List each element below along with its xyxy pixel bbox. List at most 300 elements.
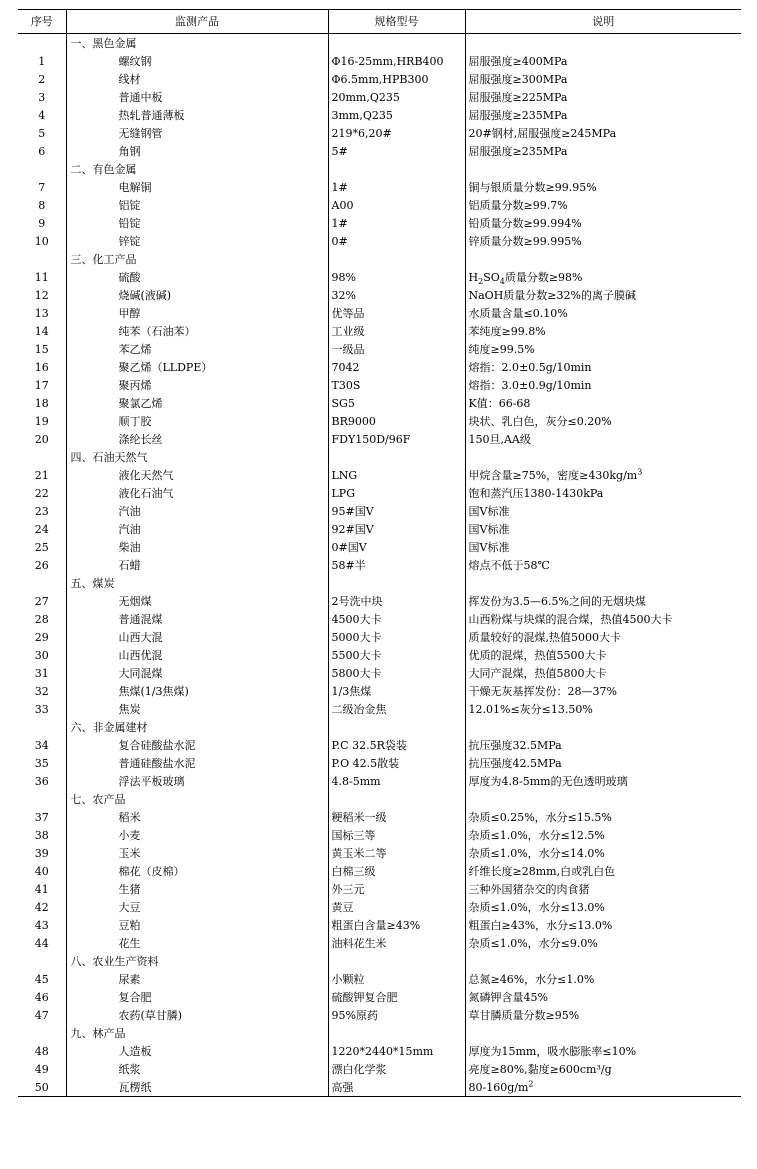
table-row [18,232,741,250]
product-desc: 屈服强度≥225MPa [468,90,568,104]
row-number: 5 [18,124,66,142]
product-desc: 水质量含量≤0.10% [468,306,568,320]
row-number: 44 [18,934,66,952]
product-desc: 铝质量分数≥99.7% [468,198,568,212]
product-spec: 95#国Ⅴ [328,502,465,520]
product-name: 山西优混 [66,646,328,664]
product-desc: 20#钢材,屈服强度≥245MPa [468,126,617,140]
product-desc: 杂质≤1.0%，水分≤9.0% [468,936,598,950]
row-number: 21 [18,466,66,484]
product-spec: 优等品 [328,304,465,322]
row-number-empty [18,718,66,736]
product-name: 硫酸 [66,268,328,286]
product-desc: 厚度为4.8-5mm的无色透明玻璃 [468,774,628,788]
table-row [18,538,741,556]
row-number-empty [18,574,66,592]
product-desc: 氮磷钾含量45% [468,990,548,1004]
row-number: 2 [18,70,66,88]
row-number: 39 [18,844,66,862]
row-number: 10 [18,232,66,250]
row-number: 41 [18,880,66,898]
product-desc: 山西粉煤与块煤的混合煤，热值4500大卡 [468,612,673,626]
row-number: 16 [18,358,66,376]
table-row [18,700,741,718]
product-spec: 一级品 [328,340,465,358]
product-desc: 屈服强度≥300MPa [468,72,568,86]
table-row [18,826,741,844]
product-desc: 厚度为15mm，吸水膨胀率≤10% [468,1044,637,1058]
product-spec: 5# [328,142,465,160]
product-desc: K值：66-68 [468,396,531,410]
row-number-empty [18,448,66,466]
row-number: 40 [18,862,66,880]
product-name: 锌锭 [66,232,328,250]
document-page [18,9,741,1097]
product-desc: 铅质量分数≥99.994% [468,216,582,230]
product-spec: 5000大卡 [328,628,465,646]
table-row [18,988,741,1006]
row-number: 36 [18,772,66,790]
table-row [18,340,741,358]
row-number: 34 [18,736,66,754]
product-name: 纯苯（石油苯） [66,322,328,340]
table-row [18,610,741,628]
product-spec: 黄玉米二等 [328,844,465,862]
category-label: 五、煤炭 [66,574,328,592]
table-row [18,1060,741,1078]
row-number-empty [18,34,66,53]
product-spec: 1220*2440*15mm [328,1042,465,1060]
product-desc: 12.01%≤灰分≤13.50% [468,702,593,716]
header-seq: 序号 [18,10,66,34]
product-spec: 硫酸钾复合肥 [328,988,465,1006]
product-spec: 外三元 [328,880,465,898]
product-name: 大同混煤 [66,664,328,682]
desc-cell-empty [465,952,741,970]
row-number: 19 [18,412,66,430]
desc-script: 4 [499,276,505,286]
table-row [18,664,741,682]
row-number: 4 [18,106,66,124]
product-desc: 大同产混煤，热值5800大卡 [468,666,607,680]
table-row [18,106,741,124]
row-number: 47 [18,1006,66,1024]
desc-text: H [468,270,479,284]
table-row [18,970,741,988]
spec-cell-empty [328,574,465,592]
category-row [18,1024,741,1042]
product-spec: Φ16-25mm,HRB400 [328,52,465,70]
row-number: 14 [18,322,66,340]
product-name: 小麦 [66,826,328,844]
row-number: 37 [18,808,66,826]
product-name: 瓦楞纸 [66,1078,328,1097]
product-spec: 国标三等 [328,826,465,844]
product-spec: 小颗粒 [328,970,465,988]
product-desc: 杂质≤1.0%，水分≤13.0% [468,900,605,914]
product-name: 普通硅酸盐水泥 [66,754,328,772]
row-number-empty [18,160,66,178]
product-name: 浮法平板玻璃 [66,772,328,790]
product-spec: 0#国Ⅴ [328,538,465,556]
header-product: 监测产品 [66,10,328,34]
row-number: 45 [18,970,66,988]
category-row [18,718,741,736]
product-spec: FDY150D/96F [328,430,465,448]
row-number: 38 [18,826,66,844]
spec-cell-empty [328,448,465,466]
product-desc: 粗蛋白≥43%，水分≤13.0% [468,918,613,932]
table-row [18,412,741,430]
monitoring-products-table [18,9,741,1097]
row-number: 24 [18,520,66,538]
table-row [18,304,741,322]
category-label: 八、农业生产资料 [66,952,328,970]
row-number: 25 [18,538,66,556]
category-label: 四、石油天然气 [66,448,328,466]
product-spec: 7042 [328,358,465,376]
row-number: 18 [18,394,66,412]
product-name: 聚氯乙烯 [66,394,328,412]
product-desc: 纯度≥99.5% [468,342,535,356]
table-row [18,268,741,286]
table-row [18,124,741,142]
product-desc: 杂质≤1.0%，水分≤14.0% [468,846,605,860]
row-number: 31 [18,664,66,682]
product-name: 稻米 [66,808,328,826]
product-desc: 抗压强度32.5MPa [468,738,562,752]
product-spec: 20mm,Q235 [328,88,465,106]
product-name: 尿素 [66,970,328,988]
desc-cell-empty [465,574,741,592]
product-desc: 熔指：2.0±0.5g/10min [468,360,592,374]
product-spec: T30S [328,376,465,394]
product-name: 纸浆 [66,1060,328,1078]
product-desc: 国Ⅴ标准 [468,504,510,518]
table-row [18,1042,741,1060]
product-desc: 屈服强度≥235MPa [468,108,568,122]
row-number: 30 [18,646,66,664]
product-name: 无烟煤 [66,592,328,610]
category-label: 三、化工产品 [66,250,328,268]
desc-text: SO [483,270,500,284]
product-spec: BR9000 [328,412,465,430]
product-spec: 漂白化学浆 [328,1060,465,1078]
row-number: 22 [18,484,66,502]
category-row [18,160,741,178]
product-desc: 熔指：3.0±0.9g/10min [468,378,592,392]
table-row [18,394,741,412]
category-label: 六、非金属建材 [66,718,328,736]
row-number: 7 [18,178,66,196]
desc-cell-empty [465,1024,741,1042]
product-desc: 总氮≥46%，水分≤1.0% [468,972,595,986]
product-name: 铝锭 [66,196,328,214]
table-row [18,520,741,538]
product-spec: 4500大卡 [328,610,465,628]
product-spec: 32% [328,286,465,304]
spec-cell-empty [328,952,465,970]
table-header [18,10,741,34]
header-desc: 说明 [465,10,741,34]
product-spec: LPG [328,484,465,502]
category-row [18,250,741,268]
category-label: 一、黑色金属 [66,34,328,53]
product-spec: 工业级 [328,322,465,340]
desc-text: 甲烷含量≥75%，密度≥430kg/m [468,468,638,482]
product-name: 普通混煤 [66,610,328,628]
product-name: 汽油 [66,502,328,520]
product-spec: 0# [328,232,465,250]
desc-cell-empty [465,34,741,53]
table-row [18,88,741,106]
product-desc: 屈服强度≥400MPa [468,54,568,68]
product-desc [465,1078,741,1097]
row-number: 27 [18,592,66,610]
row-number: 20 [18,430,66,448]
product-desc: 150旦,AA级 [468,432,531,446]
product-name: 无缝钢管 [66,124,328,142]
product-spec: 1# [328,214,465,232]
category-label: 九、林产品 [66,1024,328,1042]
product-name: 热轧普通薄板 [66,106,328,124]
product-desc: 挥发份为3.5—6.5%之间的无烟块煤 [468,594,646,608]
product-name: 花生 [66,934,328,952]
header-spec: 规格型号 [328,10,465,34]
product-name: 柴油 [66,538,328,556]
table-row [18,754,741,772]
category-row [18,574,741,592]
row-number: 9 [18,214,66,232]
row-number: 13 [18,304,66,322]
table-row [18,286,741,304]
desc-cell-empty [465,790,741,808]
row-number: 17 [18,376,66,394]
row-number: 12 [18,286,66,304]
desc-script: 2 [528,1078,534,1088]
table-row [18,430,741,448]
product-spec: 1# [328,178,465,196]
product-spec: 油料花生米 [328,934,465,952]
row-number: 29 [18,628,66,646]
table-row [18,772,741,790]
table-row [18,1006,741,1024]
row-number: 50 [18,1078,66,1097]
product-desc: 草甘膦质量分数≥95% [468,1008,580,1022]
spec-cell-empty [328,34,465,53]
table-row [18,736,741,754]
table-row [18,52,741,70]
product-name: 焦煤(1/3焦煤) [66,682,328,700]
product-desc: 杂质≤0.25%，水分≤15.5% [468,810,612,824]
product-spec: 黄豆 [328,898,465,916]
product-spec: 2号洗中块 [328,592,465,610]
product-desc: 熔点不低于58℃ [468,558,550,572]
product-spec: 3mm,Q235 [328,106,465,124]
spec-cell-empty [328,790,465,808]
product-name: 石蜡 [66,556,328,574]
product-spec: 1/3焦煤 [328,682,465,700]
desc-cell-empty [465,250,741,268]
row-number: 23 [18,502,66,520]
product-desc: 三种外国猪杂交的肉食猪 [468,882,590,896]
product-spec: 粗蛋白含量≥43% [328,916,465,934]
product-spec: 5500大卡 [328,646,465,664]
product-name: 液化石油气 [66,484,328,502]
row-number: 46 [18,988,66,1006]
desc-cell-empty [465,448,741,466]
product-desc: 块状、乳白色，灰分≤0.20% [468,414,612,428]
product-name: 普通中板 [66,88,328,106]
product-name: 生猪 [66,880,328,898]
product-name: 山西大混 [66,628,328,646]
category-row [18,448,741,466]
category-label: 七、农产品 [66,790,328,808]
header-row [18,10,741,34]
product-spec: A00 [328,196,465,214]
table-row [18,1078,741,1097]
product-spec: LNG [328,466,465,484]
product-name: 复合肥 [66,988,328,1006]
table-row [18,898,741,916]
row-number: 42 [18,898,66,916]
product-desc: 干燥无灰基挥发份：28—37% [468,684,617,698]
product-name: 大豆 [66,898,328,916]
product-spec: SG5 [328,394,465,412]
category-label: 二、有色金属 [66,160,328,178]
product-desc: NaOH质量分数≥32%的离子膜碱 [468,288,636,302]
row-number: 15 [18,340,66,358]
row-number-empty [18,790,66,808]
table-row [18,322,741,340]
product-name: 涤纶长丝 [66,430,328,448]
table-row [18,628,741,646]
row-number-empty [18,1024,66,1042]
product-desc: 国Ⅴ标准 [468,540,510,554]
row-number: 26 [18,556,66,574]
row-number: 3 [18,88,66,106]
table-row [18,70,741,88]
product-name: 棉花（皮棉） [66,862,328,880]
product-name: 铅锭 [66,214,328,232]
product-desc [465,466,741,484]
table-row [18,844,741,862]
desc-cell-empty [465,160,741,178]
table-row [18,916,741,934]
desc-script: 3 [637,466,643,476]
product-spec: 4.8-5mm [328,772,465,790]
product-desc: 抗压强度42.5MPa [468,756,562,770]
table-row [18,466,741,484]
product-spec: 5800大卡 [328,664,465,682]
row-number: 48 [18,1042,66,1060]
table-row [18,358,741,376]
product-name: 复合硅酸盐水泥 [66,736,328,754]
product-name: 聚丙烯 [66,376,328,394]
product-name: 聚乙烯（LLDPE） [66,358,328,376]
table-row [18,376,741,394]
product-spec: 白棉三级 [328,862,465,880]
spec-cell-empty [328,1024,465,1042]
product-name: 甲醇 [66,304,328,322]
row-number: 32 [18,682,66,700]
table-row [18,646,741,664]
row-number: 33 [18,700,66,718]
product-desc [465,268,741,286]
table-row [18,502,741,520]
table-row [18,214,741,232]
desc-text: 质量分数≥98% [504,270,583,284]
product-desc: 纤维长度≥28mm,白或乳白色 [468,864,616,878]
product-desc: 亮度≥80%,黏度≥600cm³/g [468,1062,612,1076]
product-name: 液化天然气 [66,466,328,484]
table-body [18,34,741,1097]
product-name: 苯乙烯 [66,340,328,358]
row-number-empty [18,952,66,970]
product-name: 电解铜 [66,178,328,196]
row-number: 43 [18,916,66,934]
spec-cell-empty [328,250,465,268]
product-spec: 92#国Ⅴ [328,520,465,538]
product-name: 螺纹钢 [66,52,328,70]
table-row [18,682,741,700]
table-row [18,880,741,898]
row-number: 8 [18,196,66,214]
product-spec: P.O 42.5散装 [328,754,465,772]
row-number: 1 [18,52,66,70]
table-row [18,934,741,952]
product-spec: 二级冶金焦 [328,700,465,718]
product-name: 人造板 [66,1042,328,1060]
product-spec: 95%原药 [328,1006,465,1024]
product-spec: 98% [328,268,465,286]
category-row [18,790,741,808]
product-desc: 铜与银质量分数≥99.95% [468,180,597,194]
product-name: 农药(草甘膦) [66,1006,328,1024]
row-number: 28 [18,610,66,628]
product-name: 玉米 [66,844,328,862]
desc-text: 80-160g/m [468,1080,529,1094]
product-desc: 优质的混煤，热值5500大卡 [468,648,607,662]
desc-cell-empty [465,718,741,736]
product-name: 线材 [66,70,328,88]
product-name: 汽油 [66,520,328,538]
table-row [18,484,741,502]
row-number: 11 [18,268,66,286]
table-row [18,556,741,574]
product-spec: 粳稻米一级 [328,808,465,826]
table-row [18,808,741,826]
table-row [18,196,741,214]
product-name: 豆粕 [66,916,328,934]
desc-script: 2 [478,276,484,286]
spec-cell-empty [328,160,465,178]
row-number: 49 [18,1060,66,1078]
row-number-empty [18,250,66,268]
table-row [18,178,741,196]
product-spec: Φ6.5mm,HPB300 [328,70,465,88]
product-name: 顺丁胶 [66,412,328,430]
product-spec: P.C 32.5R袋装 [328,736,465,754]
table-row [18,142,741,160]
spec-cell-empty [328,718,465,736]
product-desc: 苯纯度≥99.8% [468,324,546,338]
product-name: 角钢 [66,142,328,160]
product-desc: 饱和蒸汽压1380-1430kPa [468,486,604,500]
product-spec: 58#半 [328,556,465,574]
product-desc: 锌质量分数≥99.995% [468,234,582,248]
product-name: 烧碱(液碱) [66,286,328,304]
